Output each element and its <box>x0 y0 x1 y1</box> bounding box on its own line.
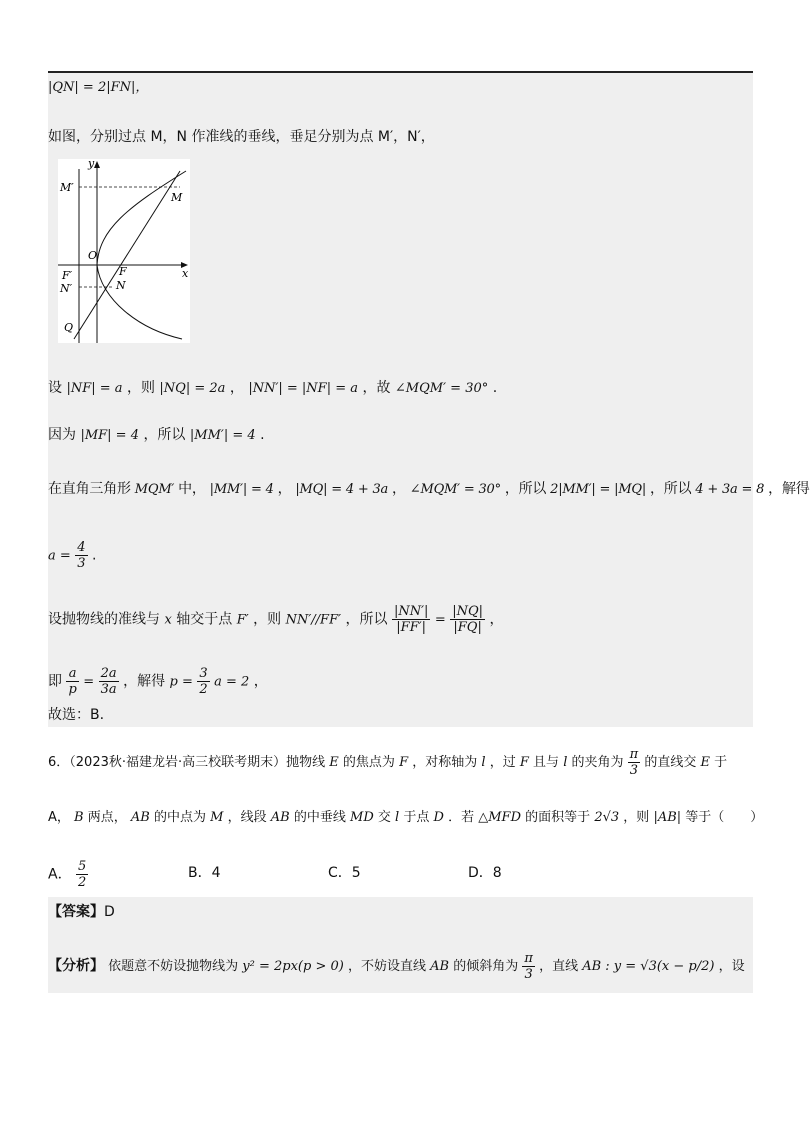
label-n-prime: N′ <box>60 282 73 295</box>
label-o: O <box>88 249 98 262</box>
solve-line: 即 $\frac{a}{p}$ = $\frac{2a}{3a}$ ，解得 p = $\frac{3}{2}$ a = 2 ， <box>48 666 268 697</box>
top-line: |QN| = 2|FN|， <box>48 80 149 95</box>
label-m: M <box>171 191 183 204</box>
label-m-prime: M′ <box>60 181 74 194</box>
parabola-diagram <box>58 159 190 343</box>
answer-line: 【答案】D <box>48 904 115 920</box>
label-q: Q <box>64 321 74 334</box>
set-vars-line: 设 |NF| = a ，则 |NQ| = 2a ， |NN′| = |NF| = a ，故 ∠MQM′ = 30° . <box>48 380 498 396</box>
fraction-a-p: $\frac{a}{p}$ <box>68 666 77 697</box>
fraction-nq-fq: $\frac{|NQ|}{|FQ|}$ <box>452 604 484 635</box>
because-line: 因为 |MF| = 4 ，所以 |MM′| = 4 . <box>48 427 265 443</box>
label-f: F <box>119 265 127 278</box>
label-n: N <box>116 279 126 292</box>
fraction-5-2: $\frac{5}{2}$ <box>78 859 87 890</box>
fraction-nn-ff: $\frac{|NN'|}{|FF'|}$ <box>393 604 429 635</box>
analysis-line: 【分析】 依题意不妨设抛物线为 y² = 2px(p > 0) ，不妨设直线 AB 的倾斜角为 $\frac{\pi}{3}$ ，直线 AB : y = √3(x − p/2) ，设 <box>48 951 745 982</box>
figure-intro: 如图，分别过点 M，N 作准线的垂线，垂足分别为点 M′，N′， <box>48 129 435 145</box>
option-b[interactable]: B．4 <box>188 865 221 881</box>
fraction-pi-3-analysis: $\frac{\pi}{3}$ <box>524 951 533 982</box>
fraction-pi-3: $\frac{\pi}{3}$ <box>629 747 639 778</box>
option-c[interactable]: C．5 <box>328 865 361 881</box>
option-d[interactable]: D．8 <box>468 865 502 881</box>
fraction-4-3: $\frac{4}{3}$ <box>77 540 86 571</box>
option-a[interactable]: A． $\frac{5}{2}$ <box>48 859 87 890</box>
question-line-2: A， B 两点， AB 的中点为 M ，线段 AB 的中垂线 MD 交 l 于点 D ．若 △MFD 的面积等于 2√3 ，则 |AB| 等于（ ） <box>48 810 764 825</box>
question-line-1: 6．（2023秋·福建龙岩·高三校联考期末）抛物线 E 的焦点为 F ，对称轴为 l ，过 F 且与 l 的夹角为 $\frac{\pi}{3}$ 的直线交 E 于 <box>48 747 728 778</box>
triangle-line: 在直角三角形 MQM′ 中， |MM′| = 4 ， |MQ| = 4 + 3a ， ∠MQM′ = 30° ，所以 2|MM′| = |MQ| ，所以 4 + 3a = 8 ，解得 <box>48 481 810 497</box>
fraction-2a-3a: $\frac{2a}{3a}$ <box>100 666 117 697</box>
label-y: y <box>88 157 95 170</box>
a-value-line: a = $\frac{4}{3}$ . <box>48 540 97 571</box>
fraction-3-2: $\frac{3}{2}$ <box>199 666 208 697</box>
choice-line: 故选：B. <box>48 707 105 723</box>
parabola-figure <box>58 159 190 343</box>
label-x: x <box>182 267 189 280</box>
label-f-prime: F′ <box>62 269 73 282</box>
directrix-line: 设抛物线的准线与 x 轴交于点 F′ ，则 NN′//FF′ ，所以 $\frac{|NN'|}{|FF'|}$ = $\frac{|NQ|}{|FQ|}$ ， <box>48 604 504 635</box>
